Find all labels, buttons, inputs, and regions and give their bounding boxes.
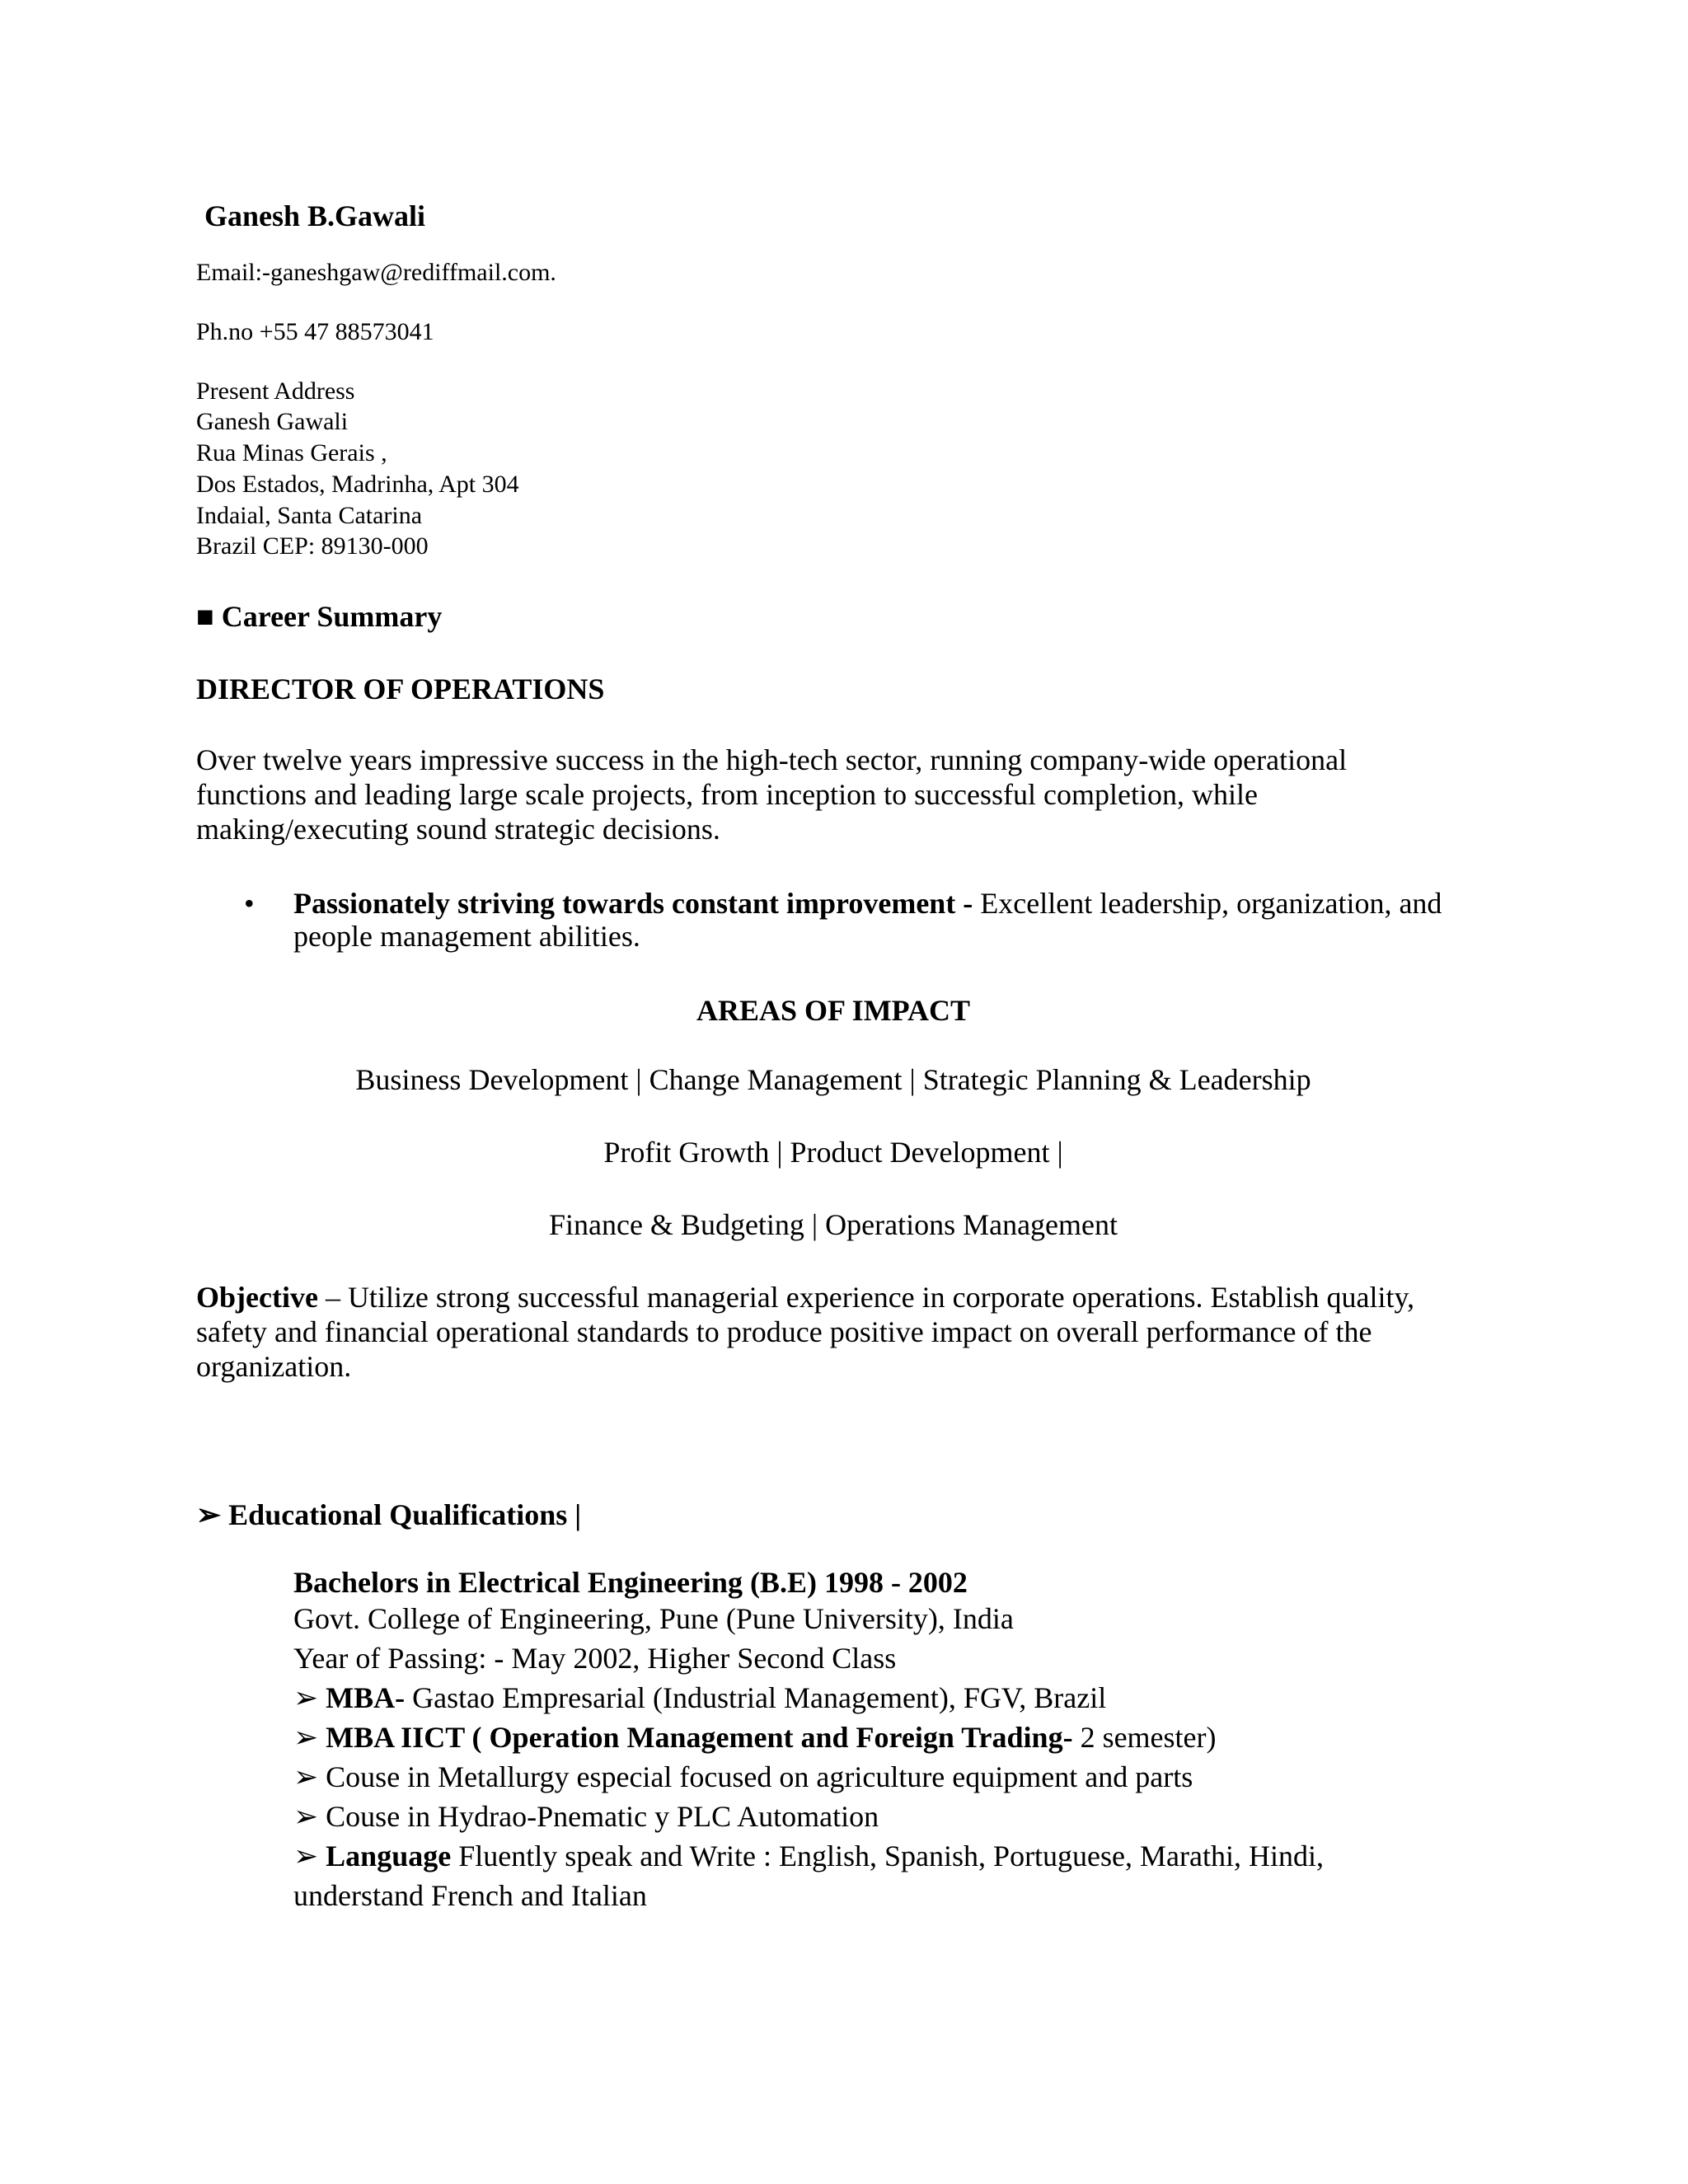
education-item-text: 2 semester) <box>1072 1721 1217 1754</box>
improvement-bullet-bold: Passionately striving towards constant improvement - <box>293 887 973 920</box>
address-line: Indaial, Santa Catarina <box>196 502 423 529</box>
career-summary-title: Career Summary <box>221 600 443 633</box>
improvement-bullet-line1 <box>293 888 1442 918</box>
phone-line: Ph.no +55 47 88573041 <box>196 318 434 345</box>
impact-line: Business Development | Change Management | Strategic Planning & Leadership <box>355 1063 1311 1096</box>
education-item-text: Couse in Metallurgy especial focused on agriculture equipment and parts <box>326 1760 1193 1793</box>
education-item-text: Fluently speak and Write : English, Spanish, Portuguese, Marathi, Hindi, <box>451 1840 1324 1872</box>
improvement-bullet-text: Excellent leadership, organization, and <box>973 887 1442 920</box>
summary-line: Over twelve years impressive success in the high-tech sector, running company-wide operational <box>196 743 1348 776</box>
arrow-bullet-icon: ➢ <box>293 1800 319 1833</box>
address-label: Present Address <box>196 377 355 405</box>
language-line2: understand French and Italian <box>293 1879 647 1912</box>
improvement-bullet-line2: people management abilities. <box>293 920 640 953</box>
education-item <box>293 1683 1106 1713</box>
education-title: Educational Qualifications | <box>228 1498 582 1531</box>
education-heading <box>196 1500 581 1530</box>
education-item <box>293 1722 1217 1752</box>
impact-line: Finance & Budgeting | Operations Management <box>548 1208 1118 1241</box>
education-item <box>293 1762 1193 1792</box>
education-item-bold: Language <box>326 1840 452 1872</box>
summary-line: functions and leading large scale projects, from inception to successful completion, while <box>196 778 1258 811</box>
education-item <box>293 1841 1324 1871</box>
square-bullet-icon: ■ <box>196 600 214 633</box>
arrow-bullet-icon: ➢ <box>293 1681 319 1714</box>
address-line: Rua Minas Gerais , <box>196 439 387 466</box>
arrow-bullet-icon: ➢ <box>293 1760 319 1793</box>
college-line: Govt. College of Engineering, Pune (Pune University), India <box>293 1602 1014 1635</box>
passing-line: Year of Passing: - May 2002, Higher Second Class <box>293 1642 897 1675</box>
areas-of-impact-title: AREAS OF IMPACT <box>696 994 970 1027</box>
bullet-dot-icon: • <box>244 887 255 920</box>
objective-line2: safety and financial operational standards to produce positive impact on overall performance of the <box>196 1315 1372 1348</box>
arrow-bullet-icon: ➢ <box>293 1840 319 1872</box>
education-item-bold: MBA IICT ( Operation Management and Foreign Trading- <box>326 1721 1073 1754</box>
objective-text: – Utilize strong successful managerial experience in corporate operations. Establish quality, <box>317 1281 1415 1314</box>
education-item-text: Couse in Hydrao-Pnematic y PLC Automation <box>326 1800 879 1833</box>
education-item-text: Gastao Empresarial (Industrial Management), FGV, Brazil <box>405 1681 1107 1714</box>
arrow-bullet-icon: ➢ <box>196 1498 222 1531</box>
candidate-name: Ganesh B.Gawali <box>204 199 426 232</box>
education-item-bold: MBA- <box>326 1681 406 1714</box>
degree-line: Bachelors in Electrical Engineering (B.E) 1998 - 2002 <box>293 1566 968 1599</box>
address-line: Ganesh Gawali <box>196 408 349 435</box>
objective-label: Objective <box>196 1281 318 1314</box>
objective-line3: organization. <box>196 1350 352 1383</box>
objective-line1 <box>196 1282 1414 1312</box>
address-line: Dos Estados, Madrinha, Apt 304 <box>196 471 519 498</box>
education-item <box>293 1802 879 1831</box>
address-line: Brazil CEP: 89130-000 <box>196 532 429 560</box>
summary-line: making/executing sound strategic decisions. <box>196 813 720 846</box>
impact-line: Profit Growth | Product Development | <box>603 1136 1063 1169</box>
role-title: DIRECTOR OF OPERATIONS <box>196 673 605 705</box>
arrow-bullet-icon: ➢ <box>293 1721 319 1754</box>
email-line: Email:-ganeshgaw@rediffmail.com. <box>196 259 556 286</box>
career-summary-heading <box>196 602 442 631</box>
